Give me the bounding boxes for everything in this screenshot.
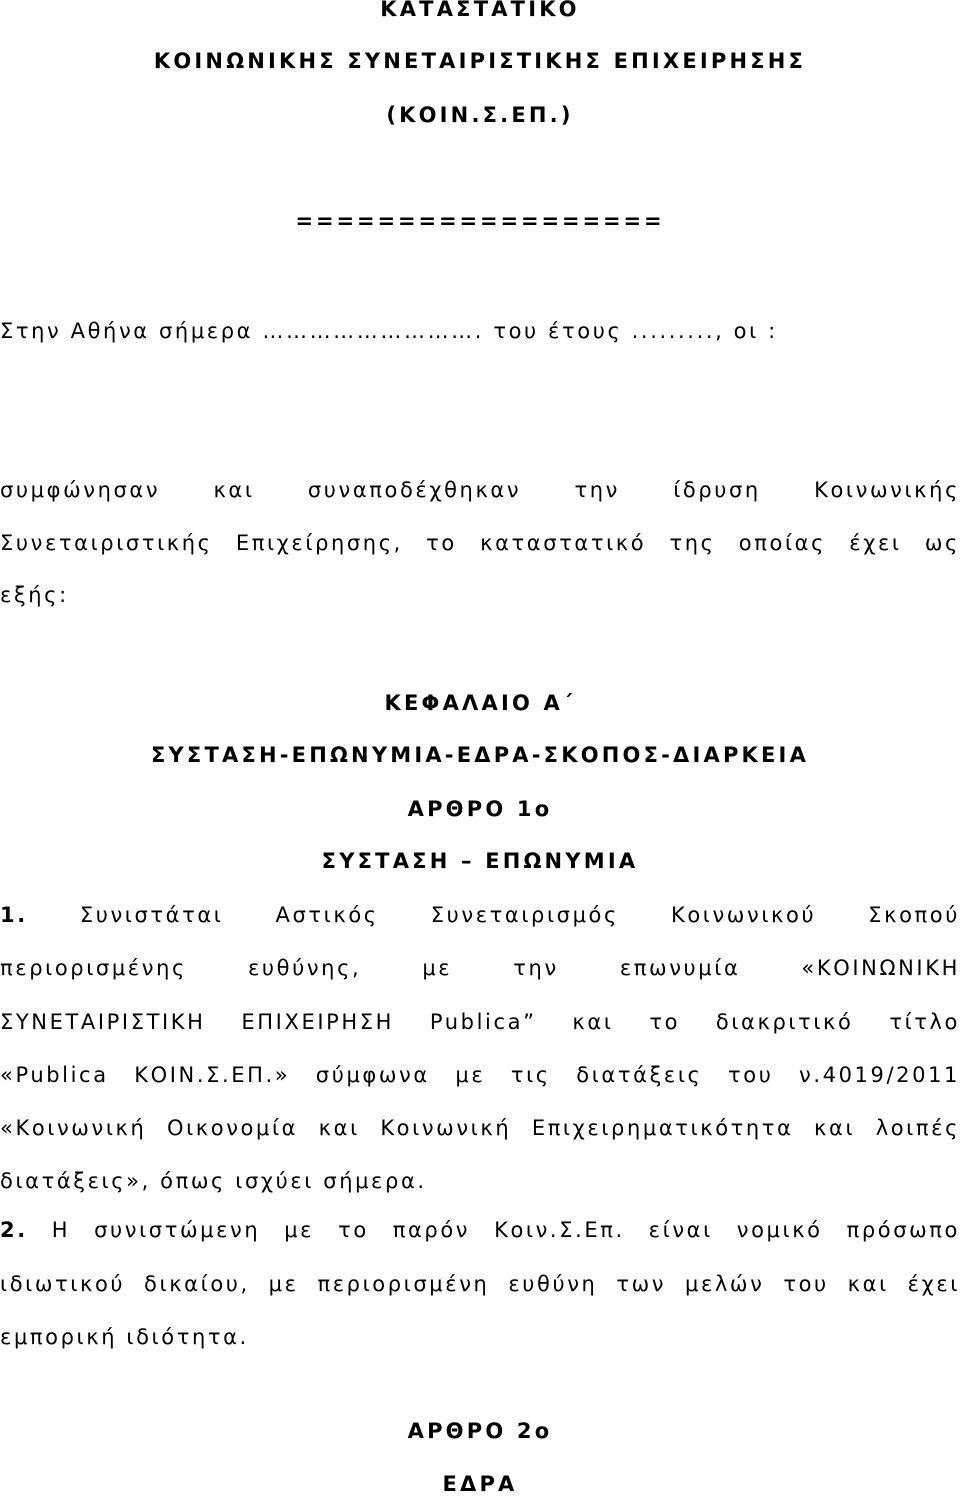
- article-1-paragraph-1-line-3: ΣΥΝΕΤΑΙΡΙΣΤΙΚΗ ΕΠΙΧΕΙΡΗΣΗ Publica” και το διακριτικό τίτλο: [0, 1010, 960, 1034]
- article-1-paragraph-2-line-2: ιδιωτικού δικαίου, με περιορισμένη ευθύνη των μελών του και έχει: [0, 1272, 960, 1296]
- preamble-line-4: εξής:: [0, 583, 69, 607]
- article-1-paragraph-1-line-4: «Publica ΚΟΙΝ.Σ.ΕΠ.» σύμφωνα με τις διατάξεις του ν.4019/2011: [0, 1063, 960, 1087]
- preamble-line-1: Στην Αθήνα σήμερα ………………………. του έτους ........., οι :: [0, 319, 778, 343]
- article-1-heading: ΑΡΘΡΟ 1ο: [407, 797, 553, 821]
- chapter-label: ΚΕΦΑΛΑΙΟ Α΄: [384, 691, 576, 715]
- paragraph-number: 1.: [0, 903, 28, 927]
- paragraph-text: Συνιστάται Αστικός Συνεταιρισμός Κοινωνικού Σκοπού: [79, 903, 960, 927]
- article-1-paragraph-2-line-1: [0, 1215, 960, 1245]
- article-1-title: ΣΥΣΤΑΣΗ – ΕΠΩΝΥΜΙΑ: [321, 849, 639, 873]
- article-1-paragraph-1-line-5: «Κοινωνική Οικονομία και Κοινωνική Επιχειρηματικότητα και λοιπές: [0, 1116, 960, 1140]
- preamble-line-3: Συνεταιριστικής Επιχείρησης, το καταστατικό της οποίας έχει ως: [0, 531, 960, 555]
- article-1-paragraph-1-line-1: [0, 900, 960, 930]
- separator-line: ==================: [295, 209, 665, 233]
- paragraph-text: Η συνιστώμενη με το παρόν Κοιν.Σ.Επ. είναι νομικό πρόσωπο: [51, 1218, 960, 1242]
- preamble-line-2: συμφώνησαν και συναποδέχθηκαν την ίδρυση Κοινωνικής: [0, 478, 960, 502]
- document-title: ΚΑΤΑΣΤΑΤΙΚΟ: [380, 0, 580, 21]
- document-abbreviation: (ΚΟΙΝ.Σ.ΕΠ.): [386, 103, 574, 127]
- article-1-paragraph-1-line-2: περιορισμένης ευθύνης, με την επωνυμία «ΚΟΙΝΩΝΙΚΗ: [0, 956, 960, 980]
- document-subtitle: ΚΟΙΝΩΝΙΚΗΣ ΣΥΝΕΤΑΙΡΙΣΤΙΚΗΣ ΕΠΙΧΕΙΡΗΣΗΣ: [153, 49, 807, 73]
- paragraph-number: 2.: [0, 1218, 28, 1242]
- chapter-title: ΣΥΣΤΑΣΗ-ΕΠΩΝΥΜΙΑ-ΕΔΡΑ-ΣΚΟΠΟΣ-ΔΙΑΡΚΕΙΑ: [150, 743, 810, 767]
- article-1-paragraph-1-line-6: διατάξεις», όπως ισχύει σήμερα.: [0, 1169, 427, 1193]
- article-2-title: ΕΔΡΑ: [442, 1472, 518, 1496]
- article-2-heading: ΑΡΘΡΟ 2ο: [407, 1419, 553, 1443]
- article-1-paragraph-2-line-3: εμπορική ιδιότητα.: [0, 1325, 249, 1349]
